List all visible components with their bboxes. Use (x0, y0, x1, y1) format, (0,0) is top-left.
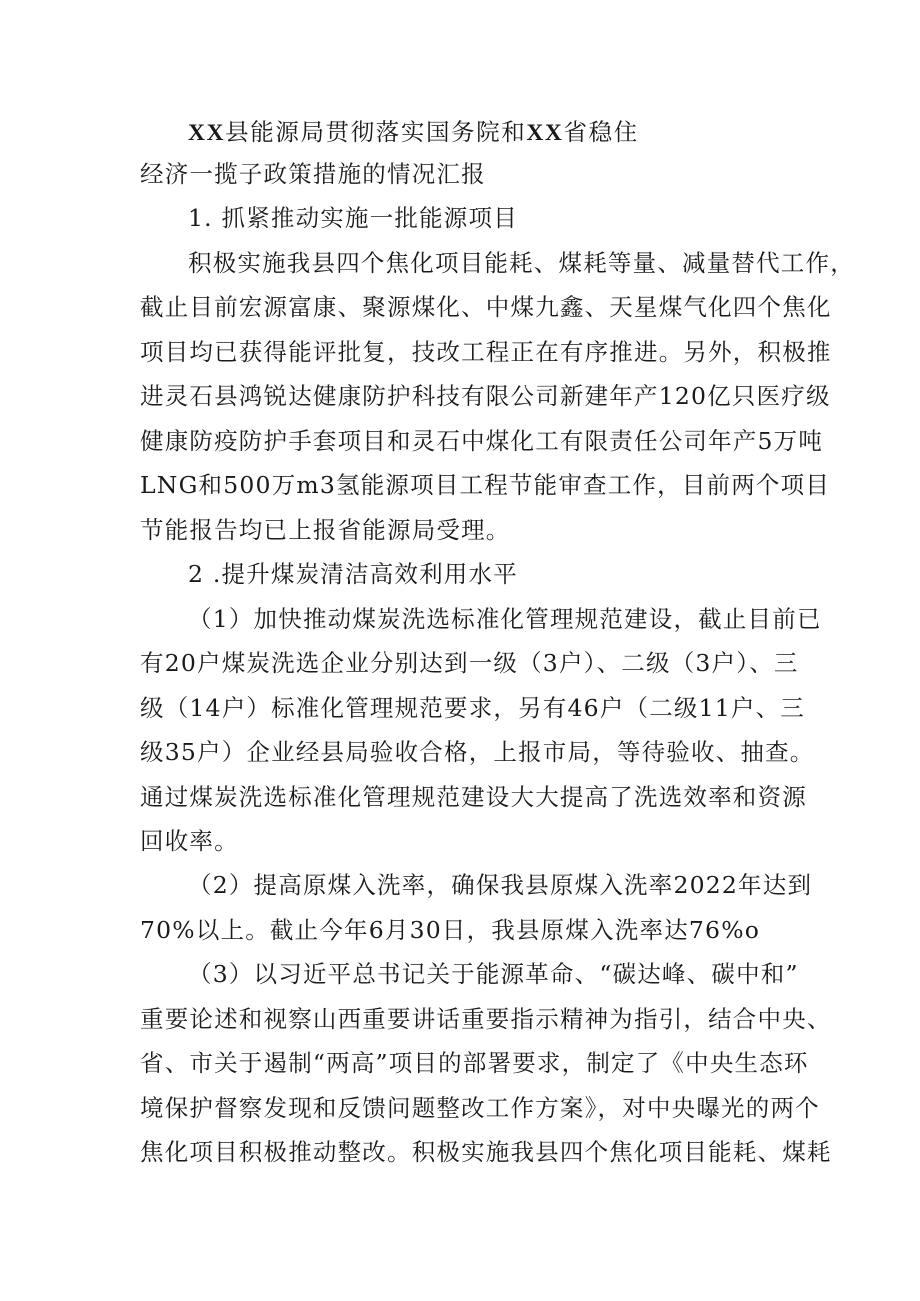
paragraph-line: 进灵石县鸿锐达健康防护科技有限公司新建年产120亿只医疗级 (140, 382, 831, 410)
title-line-2: 经济一揽子政策措施的情况汇报 (140, 160, 486, 188)
paragraph-line: 截止目前宏源富康、聚源煤化、中煤九鑫、天星煤气化四个焦化 (140, 293, 832, 321)
paragraph-line: 级（14户）标准化管理规范要求，另有46户（二级11户、三 (140, 694, 806, 722)
title-xx-1: XX (188, 120, 226, 146)
paragraph-line: 70%以上。截止今年6月30日，我县原煤入洗率达76%o (140, 916, 761, 944)
section-1-heading: 1. 抓紧推动实施一批能源项目 (188, 204, 518, 232)
paragraph-line: LNG和500万m3氢能源项目工程节能审查工作，目前两个项目 (140, 471, 831, 499)
paragraph-line: 有20户煤炭洗选企业分别达到一级（3户）、二级（3户）、三 (140, 649, 799, 677)
paragraph-line: （1）加快推动煤炭洗选标准化管理规范建设，截止目前已 (188, 605, 822, 633)
title-text-2: 省稳住 (563, 118, 639, 146)
paragraph-line: 积极实施我县四个焦化项目能耗、煤耗等量、减量替代工作， (188, 249, 855, 277)
paragraph-line: （3）以习近平总书记关于能源革命、“碳达峰、碳中和” (188, 960, 799, 988)
paragraph-line: 境保护督察发现和反馈问题整改工作方案》，对中央曝光的两个 (140, 1094, 820, 1122)
paragraph-line: 焦化项目积极推动整改。积极实施我县四个焦化项目能耗、煤耗 (140, 1138, 832, 1166)
title-xx-2: XX (526, 120, 564, 146)
section-2-heading: 2 .提升煤炭清洁高效利用水平 (188, 560, 518, 588)
paragraph-line: 项目均已获得能评批复，技改工程正在有序推进。另外，积极推 (140, 338, 832, 366)
title-line-1 (188, 117, 838, 148)
paragraph-line: （2）提高原煤入洗率，确保我县原煤入洗率2022年达到 (188, 871, 813, 899)
title-text-1: 县能源局贯彻落实国务院和 (225, 118, 527, 146)
paragraph-line: 重要论述和视察山西重要讲话重要指示精神为指引，结合中央、 (140, 1005, 832, 1033)
paragraph-line: 健康防疫防护手套项目和灵石中煤化工有限责任公司年产5万吨 (140, 427, 824, 455)
paragraph-line: 回收率。 (140, 827, 239, 855)
paragraph-line: 省、市关于遏制“两高”项目的部署要求，制定了《中央生态环 (140, 1049, 809, 1077)
paragraph-line: 通过煤炭洗选标准化管理规范建设大大提高了洗选效率和资源 (140, 783, 807, 811)
paragraph-line: 级35户）企业经县局验收合格，上报市局，等待验收、抽查。 (140, 738, 815, 766)
paragraph-line: 节能报告均已上报省能源局受理。 (140, 516, 511, 544)
